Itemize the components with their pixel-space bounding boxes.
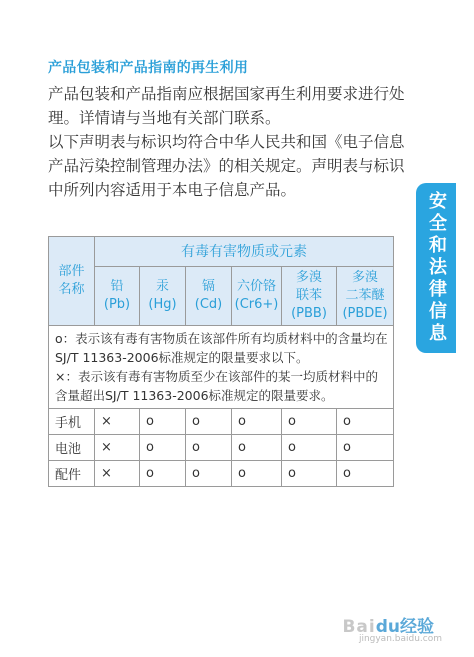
substance-symbol: (Cd) [194, 297, 223, 312]
watermark-logo-accent: du经验 [375, 617, 434, 637]
table-cell: o [337, 461, 394, 487]
part-name-header [49, 237, 95, 326]
substance-symbol: (Cr6+) [234, 297, 279, 312]
substance-name: 联苯 [295, 288, 322, 303]
substance-name: 铅 [110, 279, 124, 294]
table-cell: o [232, 409, 282, 435]
table-cell: o [282, 461, 337, 487]
table-cell: o [186, 435, 232, 461]
table-row [49, 435, 394, 461]
table-cell: o [140, 461, 186, 487]
substance-symbol: (Pb) [103, 297, 131, 312]
note-x: ×：表示该有毒有害物质至少在该部件的某一均质材料中的含量超出SJ/T 11363-2006标准规定的限量要求。 [55, 369, 378, 403]
substance-header-pbde [337, 267, 394, 326]
table-row [49, 409, 394, 435]
baidu-watermark [342, 612, 442, 644]
table-cell: × [95, 461, 140, 487]
paragraph-declaration: 以下声明表与标识均符合中华人民共和国《电子信息产品污染控制管理办法》的相关规定。声明表与标识中所列内容适用于本电子信息产品。 [48, 133, 405, 199]
watermark-logo-text: Bai [342, 617, 376, 637]
hazardous-substances-table [48, 236, 394, 487]
substances-group-header: 有毒有害物质或元素 [95, 237, 394, 267]
paragraph-recycling: 产品包装和产品指南应根据国家再生利用要求进行处理。详情请与当地有关部门联系。 [48, 85, 405, 127]
table-cell: o [186, 409, 232, 435]
substance-header-pb [95, 267, 140, 326]
table-cell: × [95, 435, 140, 461]
table-cell: × [95, 409, 140, 435]
substance-header-pbb [282, 267, 337, 326]
table-row [49, 461, 394, 487]
part-header-line1: 部件 [58, 264, 85, 279]
table-cell: o [337, 409, 394, 435]
table-cell: o [337, 435, 394, 461]
substance-name: 镉 [201, 279, 215, 294]
table-cell: o [186, 461, 232, 487]
table-notes [49, 326, 394, 409]
substance-name: 汞 [155, 279, 169, 294]
substance-name: 多溴 [352, 270, 379, 285]
substance-name: 六价铬 [236, 279, 276, 294]
watermark-url: jingyan.baidu.com [358, 634, 442, 644]
substance-name: 二苯醚 [345, 288, 385, 303]
table-cell: o [232, 435, 282, 461]
substance-header-hg [140, 267, 186, 326]
substance-header-cr6 [232, 267, 282, 326]
substance-header-cd [186, 267, 232, 326]
substance-symbol: (PBB) [291, 306, 327, 321]
table-cell: o [282, 435, 337, 461]
section-title: 产品包装和产品指南的再生利用 [48, 60, 249, 76]
side-tab-label: 安全和法律信息 [426, 191, 447, 345]
note-o: o：表示该有毒有害物质在该部件所有均质材料中的含量均在SJ/T 11363-2006标准规定的限量要求以下。 [55, 331, 388, 365]
row-name: 手机 [49, 409, 95, 435]
table-cell: o [282, 409, 337, 435]
substance-name: 多溴 [295, 270, 322, 285]
row-name: 电池 [49, 435, 95, 461]
table-cell: o [140, 435, 186, 461]
table-cell: o [232, 461, 282, 487]
row-name: 配件 [49, 461, 95, 487]
table-cell: o [140, 409, 186, 435]
substance-symbol: (PBDE) [342, 306, 388, 321]
substance-symbol: (Hg) [148, 297, 177, 312]
part-header-line2: 名称 [58, 282, 85, 297]
side-tab-safety-legal[interactable] [416, 183, 456, 353]
